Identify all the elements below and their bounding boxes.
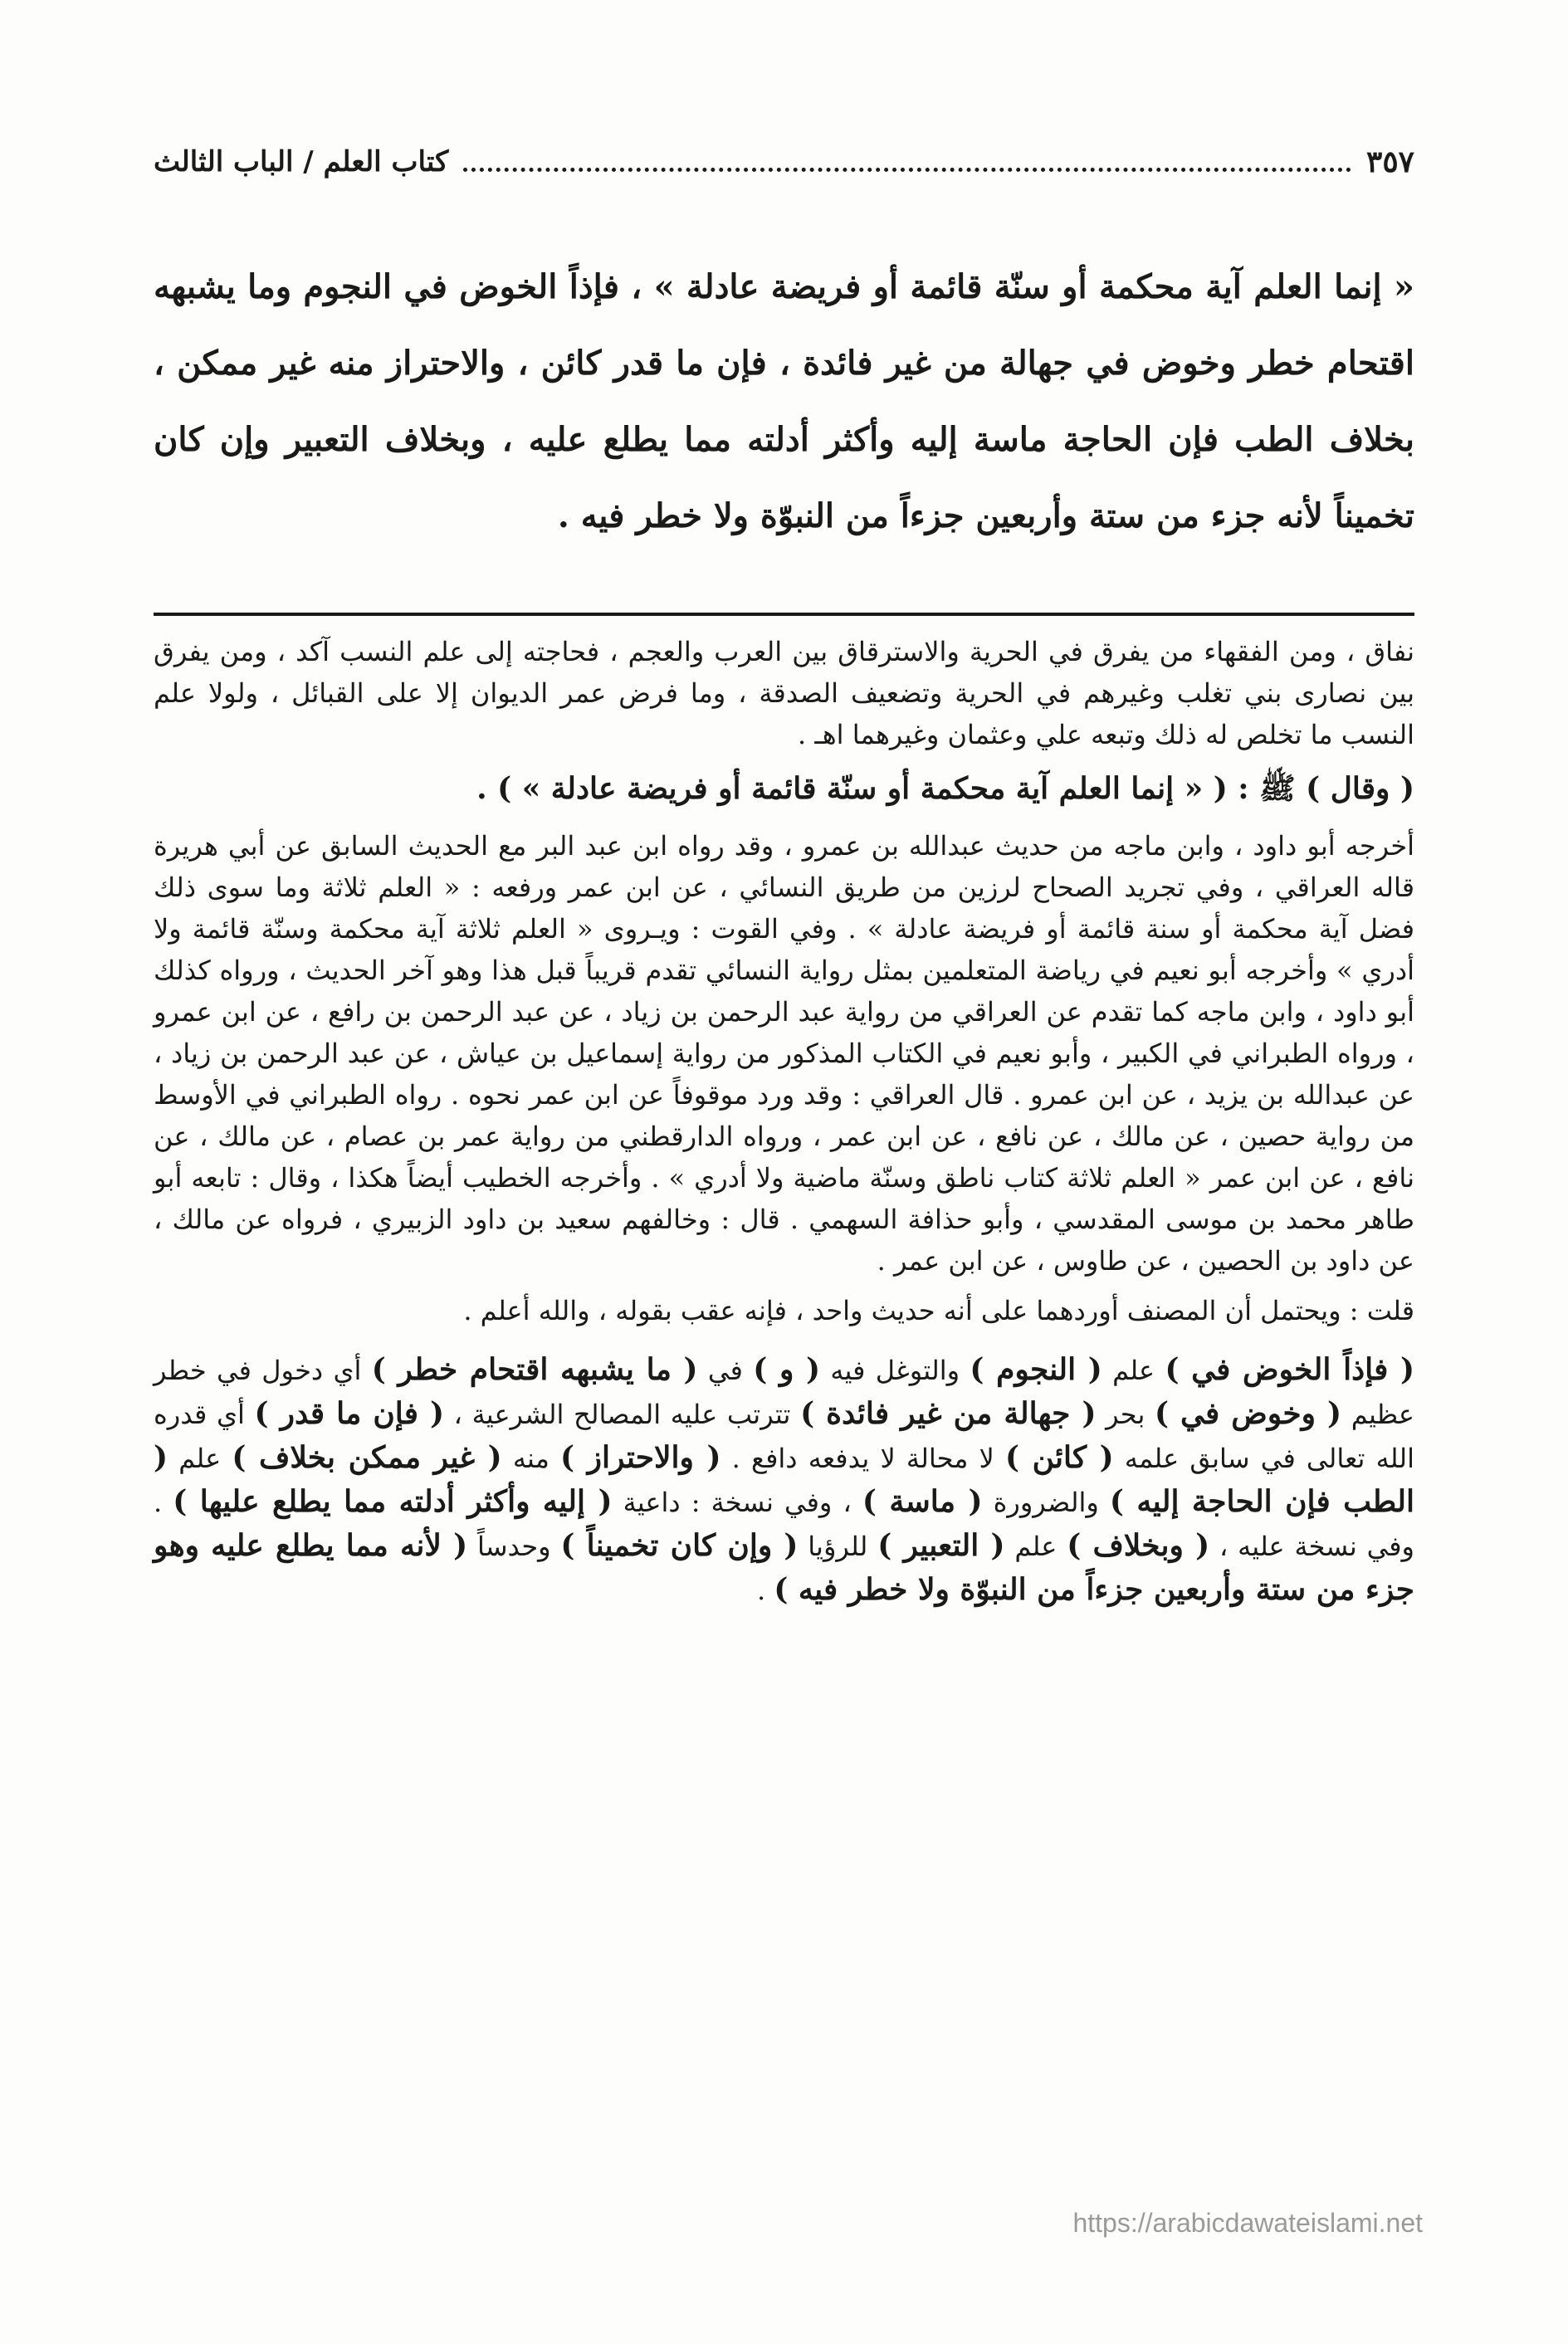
website-watermark: https://arabicdawateislami.net	[1072, 2208, 1423, 2238]
gloss-text: والتوغل فيه	[820, 1355, 970, 1386]
gloss-paragraph	[154, 1348, 1414, 1612]
gloss-quoted-text: ( الطب فإن الحاجة إليه )	[154, 1440, 1415, 1519]
gloss-quoted-text: ( إليه وأكثر أدلته مما يطلع عليها )	[173, 1484, 613, 1519]
gloss-quoted-text: ( التعبير )	[877, 1528, 1005, 1563]
gloss-quoted-text: ( فإذاً الخوض في )	[1165, 1352, 1415, 1387]
gloss-quoted-text: ( و )	[753, 1352, 821, 1387]
gloss-quoted-text: ( وإن كان تخميناً )	[560, 1528, 799, 1563]
gloss-text: أي قدره الله تعالى في سابق علمه	[154, 1399, 1415, 1474]
gloss-quoted-text: ( ما يشبهه اقتحام خطر )	[371, 1352, 698, 1387]
gloss-text: وحدساً	[467, 1531, 561, 1562]
commentary-paragraph-2: أخرجه أبو داود ، وابن ماجه من حديث عبدالله بن عمرو ، وقد رواه ابن عبد البر مع الحديث السابق عن أبي هريرة قاله العراقي ، وفي تجريد الصحاح لرزين من طريق النسائي ، عن ابن عمر ورفعه : « العلم ثلاثة وما سوى ذلك فضل آية محكمة أو سنة قائمة أو فريضة عادلة » . وفي القوت : ويـروى « العلم ثلاثة آية محكمة وسنّة قائمة ولا أدري » وأخرجه أبو نعيم في رياضة المتعلمين بمثل رواية النسائي تقدم قريباً قبل هذا وهو آخر الحديث ، ورواه كذلك أبو داود ، وابن ماجه كما تقدم عن العراقي من رواية عبد الرحمن بن زياد ، عن عبد الرحمن بن رافع ، عن ابن عمرو ، ورواه الطبراني في الكبير ، وأبو نعيم في الكتاب المذكور من رواية إسماعيل بن عياش ، عن عبد الرحمن بن زياد ، عن عبدالله بن يزيد ، عن ابن عمرو . قال العراقي : وقد ورد موقوفاً عن ابن عمر نحوه . رواه الطبراني في الأوسط من رواية حصين ، عن مالك ، عن نافع ، عن ابن عمر ، ورواه الدارقطني من رواية عمر بن عصام ، عن مالك ، عن نافع ، عن ابن عمر « العلم ثلاثة كتاب ناطق وسنّة ماضية ولا أدري » . وأخرجه الخطيب أيضاً هكذا ، وقال : تابعه أبو طاهر محمد بن موسى المقدسي ، وأبو حذافة السهمي . قال : وخالفهم سعيد بن داود الزبيري ، فرواه عن مالك ، عن داود بن الحصين ، عن طاوس ، عن ابن عمر .	[154, 830, 1415, 1277]
gloss-quoted-text: ( وبخلاف )	[1067, 1528, 1210, 1563]
gloss-quoted-text: ( ماسة )	[862, 1484, 983, 1519]
gloss-text: والضرورة	[982, 1487, 1110, 1518]
gloss-text: .	[756, 1575, 774, 1606]
gloss-text: ، وفي نسخة : داعية	[612, 1487, 862, 1518]
gloss-text: بحر	[1096, 1399, 1155, 1430]
gloss-text: في	[697, 1355, 754, 1386]
header-dot-leader	[463, 156, 1351, 172]
gloss-text: للرؤيا	[798, 1531, 878, 1562]
gloss-text: علم	[1102, 1355, 1165, 1386]
gloss-quoted-text: ( غير ممكن بخلاف )	[232, 1440, 502, 1475]
gloss-quoted-text: ( وخوض في )	[1155, 1396, 1342, 1431]
gloss-text: علم	[168, 1443, 232, 1474]
gloss-text: تترتب عليه المصالح الشرعية ،	[444, 1399, 801, 1430]
commentary-paragraph-3: قلت : ويحتمل أن المصنف أوردهما على أنه حديث واحد ، فإنه عقب بقوله ، والله أعلم .	[463, 1295, 1414, 1326]
gloss-text: أي دخول في خطر عظيم	[154, 1355, 1415, 1430]
chapter-title: كتاب العلم / الباب الثالث	[154, 145, 449, 178]
gloss-text: منه	[501, 1443, 561, 1474]
commentary-paragraph-1: نفاق ، ومن الفقهاء من يفرق في الحرية والاسترقاق بين العرب والعجم ، فحاجته إلى علم النسب آكد ، ومن يفرق بين نصارى بني تغلب وغيرهم في الحرية وتضعيف الصدقة ، وما فرض عمر الديوان إلا على القبائل ، ولولا علم النسب ما تخلص له ذلك وتبعه علي وعثمان وغيرهما اهـ .	[154, 636, 1415, 750]
main-text-paragraph: « إنما العلم آية محكمة أو سنّة قائمة أو فريضة عادلة » ، فإذاً الخوض في النجوم وما يشبهه اقتحام خطر وخوض في جهالة من غير فائدة ، فإن ما قدر كائن ، والاحتراز منه غير ممكن ، بخلاف الطب فإن الحاجة ماسة إليه وأكثر أدلته مما يطلع عليه ، وبخلاف التعبير وإن كان تخميناً لأنه جزء من ستة وأربعين جزءاً من النبوّة ولا خطر فيه .	[154, 267, 1415, 535]
gloss-quoted-text: ( والاحتراز )	[560, 1440, 721, 1475]
gloss-quoted-text: ( فإن ما قدر )	[254, 1396, 445, 1431]
gloss-text: . وفي نسخة عليه ،	[154, 1487, 1415, 1562]
commentary-block	[154, 631, 1414, 1620]
gloss-quoted-text: ( لأنه مما يطلع عليه وهو جزء من ستة وأربعين جزءاً من النبوّة ولا خطر فيه )	[154, 1528, 1414, 1607]
gloss-quoted-text: ( جهالة من غير فائدة )	[800, 1396, 1097, 1431]
running-header	[154, 137, 1414, 187]
gloss-text: لا محالة لا يدفعه دافع .	[720, 1443, 1005, 1474]
page-number: ٣٥٧	[1365, 144, 1414, 179]
hadith-heading: ( وقال ) ﷺ : ( « إنما العلم آية محكمة أو سنّة قائمة أو فريضة عادلة » ) .	[476, 771, 1414, 806]
gloss-text: علم	[1004, 1531, 1067, 1562]
separator-rule	[154, 613, 1414, 616]
gloss-quoted-text: ( كائن )	[1005, 1440, 1114, 1475]
gloss-quoted-text: ( النجوم )	[970, 1352, 1102, 1387]
main-text-block	[154, 249, 1414, 554]
